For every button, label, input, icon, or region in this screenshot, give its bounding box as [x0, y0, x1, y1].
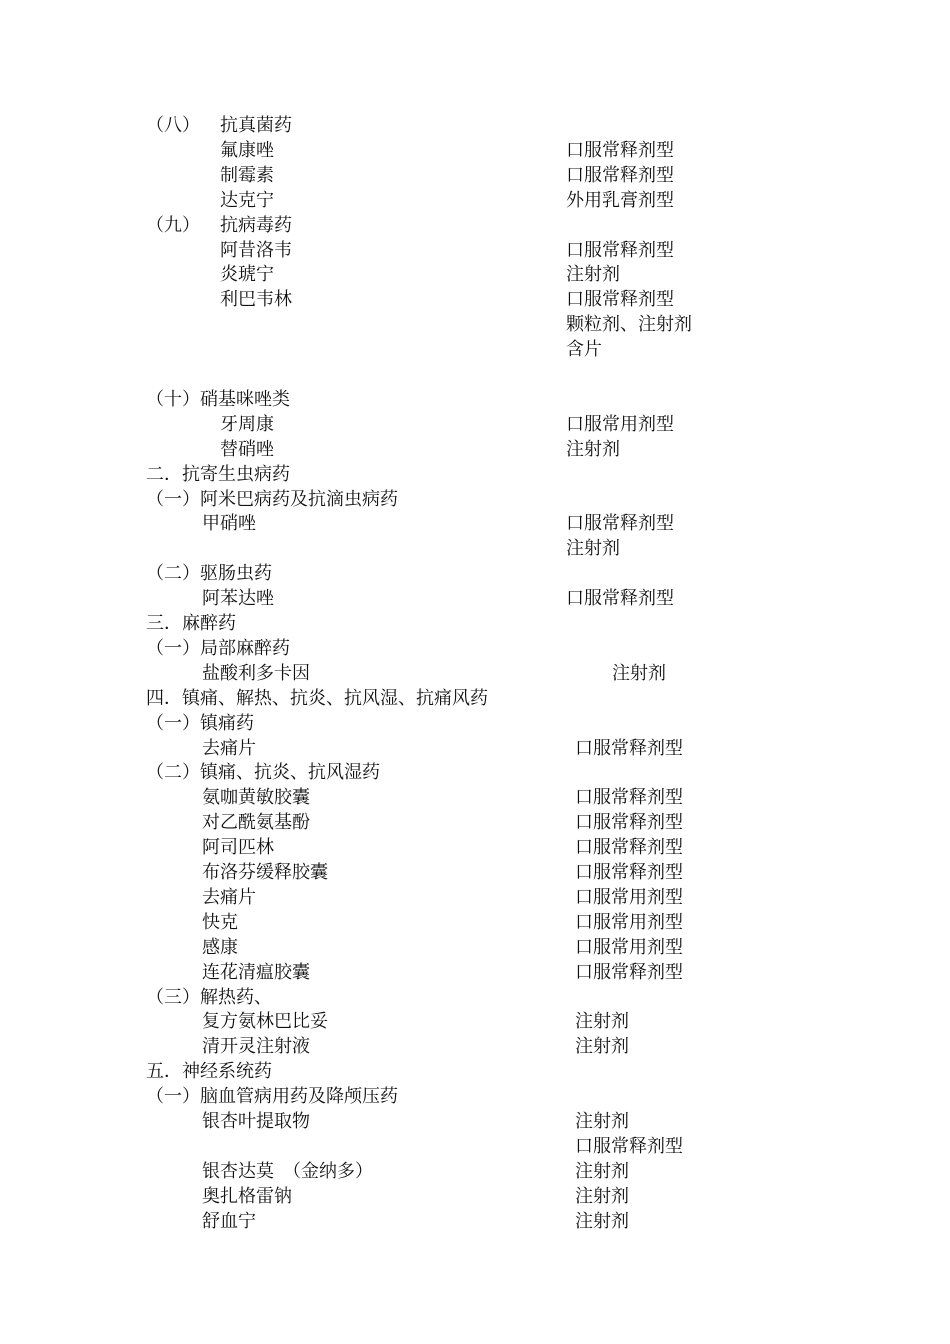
drug-name: 抗病毒药 — [220, 214, 292, 236]
drug-name: 阿司匹林 — [202, 837, 274, 859]
drug-name: 清开灵注射液 — [202, 1036, 310, 1058]
document-line — [0, 337, 950, 362]
drug-name: 阿苯达唑 — [202, 588, 274, 610]
document-line — [0, 611, 950, 636]
document-line — [0, 487, 950, 512]
dosage-form: 口服常用剂型 — [575, 886, 683, 908]
document-line — [0, 412, 950, 437]
drug-name: 炎琥宁 — [220, 264, 274, 286]
dosage-form: 注射剂 — [575, 1210, 629, 1232]
drug-name: 去痛片 — [202, 886, 256, 908]
document-line — [0, 661, 950, 686]
dosage-form: 口服常释剂型 — [575, 1135, 683, 1157]
section-label: （二）镇痛、抗炎、抗风湿药 — [146, 762, 380, 784]
document-line — [0, 1009, 950, 1034]
drug-name: 去痛片 — [202, 737, 256, 759]
document-line — [0, 462, 950, 487]
dosage-form: 口服常释剂型 — [575, 862, 683, 883]
document-line — [0, 511, 950, 536]
dosage-form: 口服常释剂型 — [566, 164, 674, 186]
drug-name: 达克宁 — [220, 189, 274, 211]
drug-name: 制霉素 — [220, 164, 274, 186]
document-line — [0, 810, 950, 835]
document-line — [0, 312, 950, 337]
document-line — [0, 1084, 950, 1109]
document-line — [0, 362, 950, 387]
document-line — [0, 138, 950, 163]
section-label: 三．麻醉药 — [146, 613, 236, 634]
drug-name: 盐酸利多卡因 — [202, 662, 310, 684]
document-line — [0, 163, 950, 188]
section-label: （三）解热药、 — [146, 986, 272, 1008]
document-line — [0, 736, 950, 761]
dosage-form: 注射剂 — [575, 1185, 629, 1207]
dosage-form: 注射剂 — [566, 538, 620, 560]
dosage-form: 注射剂 — [575, 1011, 629, 1033]
section-label: 五．神经系统药 — [146, 1061, 272, 1083]
drug-name: 布洛芬缓释胶囊 — [202, 862, 328, 883]
document-line — [0, 437, 950, 462]
section-label: （一）脑血管病用药及降颅压药 — [146, 1086, 398, 1108]
document-line — [0, 760, 950, 785]
dosage-form: 注射剂 — [612, 662, 666, 684]
document-line — [0, 1184, 950, 1209]
section-label: （九） — [146, 214, 200, 236]
dosage-form: 口服常释剂型 — [566, 139, 674, 161]
document-line — [0, 785, 950, 810]
document-line — [0, 387, 950, 412]
drug-name: 奥扎格雷钠 — [202, 1185, 292, 1207]
drug-name: 甲硝唑 — [202, 513, 256, 535]
document-line — [0, 935, 950, 960]
dosage-form: 口服常释剂型 — [566, 513, 674, 535]
document-line — [0, 188, 950, 213]
drug-name: 快克 — [202, 911, 238, 933]
document-line — [0, 1059, 950, 1084]
dosage-form: 注射剂 — [575, 1036, 629, 1058]
document-line — [0, 1159, 950, 1184]
dosage-form: 注射剂 — [575, 1111, 629, 1132]
drug-name: 利巴韦林 — [220, 289, 292, 311]
dosage-form: 口服常释剂型 — [575, 837, 683, 859]
dosage-form: 注射剂 — [575, 1160, 629, 1182]
drug-name: 感康 — [202, 936, 238, 958]
section-label: （八） — [146, 115, 200, 136]
dosage-form: 口服常释剂型 — [566, 588, 674, 610]
document-line — [0, 636, 950, 661]
dosage-form: 口服常用剂型 — [575, 936, 683, 958]
section-label: （一）局部麻醉药 — [146, 637, 290, 659]
document-line — [0, 113, 950, 138]
document-line — [0, 238, 950, 263]
document-line — [0, 1209, 950, 1234]
dosage-form: 口服常释剂型 — [575, 812, 683, 834]
dosage-form: 口服常用剂型 — [566, 413, 674, 435]
dosage-form: 口服常释剂型 — [575, 737, 683, 759]
drug-name: 银杏达莫 （金纳多） — [202, 1160, 373, 1182]
document-line — [0, 885, 950, 910]
dosage-form: 含片 — [566, 339, 602, 361]
document-line — [0, 835, 950, 860]
document-line — [0, 686, 950, 711]
section-label: 四．镇痛、解热、抗炎、抗风湿、抗痛风药 — [146, 687, 488, 709]
dosage-form: 外用乳膏剂型 — [566, 189, 674, 211]
document-line — [0, 287, 950, 312]
drug-name: 替硝唑 — [220, 438, 274, 460]
dosage-form: 口服常用剂型 — [575, 911, 683, 933]
document-line — [0, 985, 950, 1010]
section-label: （二）驱肠虫药 — [146, 563, 272, 585]
document-line — [0, 213, 950, 238]
dosage-form: 口服常释剂型 — [566, 239, 674, 261]
drug-name: 舒血宁 — [202, 1210, 256, 1232]
dosage-form: 口服常释剂型 — [575, 961, 683, 983]
drug-name: 对乙酰氨基酚 — [202, 812, 310, 834]
document-line — [0, 586, 950, 611]
document-line — [0, 960, 950, 985]
document-line — [0, 1134, 950, 1159]
document-line — [0, 536, 950, 561]
dosage-form: 口服常释剂型 — [575, 787, 683, 809]
document-line — [0, 262, 950, 287]
drug-name: 牙周康 — [220, 413, 274, 435]
dosage-form: 颗粒剂、注射剂 — [566, 314, 692, 336]
drug-name: 氟康唑 — [220, 139, 274, 161]
drug-name: 银杏叶提取物 — [202, 1111, 310, 1132]
section-label: （十）硝基咪唑类 — [146, 388, 290, 410]
document-line — [0, 561, 950, 586]
document-line — [0, 711, 950, 736]
section-label: （一）阿米巴病药及抗滴虫病药 — [146, 488, 398, 510]
drug-name: 抗真菌药 — [220, 115, 292, 136]
drug-name: 连花清瘟胶囊 — [202, 961, 310, 983]
section-label: （一）镇痛药 — [146, 712, 254, 734]
document-line — [0, 1109, 950, 1134]
section-label: 二．抗寄生虫病药 — [146, 463, 290, 485]
document-line — [0, 1034, 950, 1059]
dosage-form: 注射剂 — [566, 264, 620, 286]
drug-name: 复方氨林巴比妥 — [202, 1011, 328, 1033]
document-line — [0, 860, 950, 885]
dosage-form: 注射剂 — [566, 438, 620, 460]
drug-name: 阿昔洛韦 — [220, 239, 292, 261]
dosage-form: 口服常释剂型 — [566, 289, 674, 311]
drug-name: 氨咖黄敏胶囊 — [202, 787, 310, 809]
document-line — [0, 910, 950, 935]
